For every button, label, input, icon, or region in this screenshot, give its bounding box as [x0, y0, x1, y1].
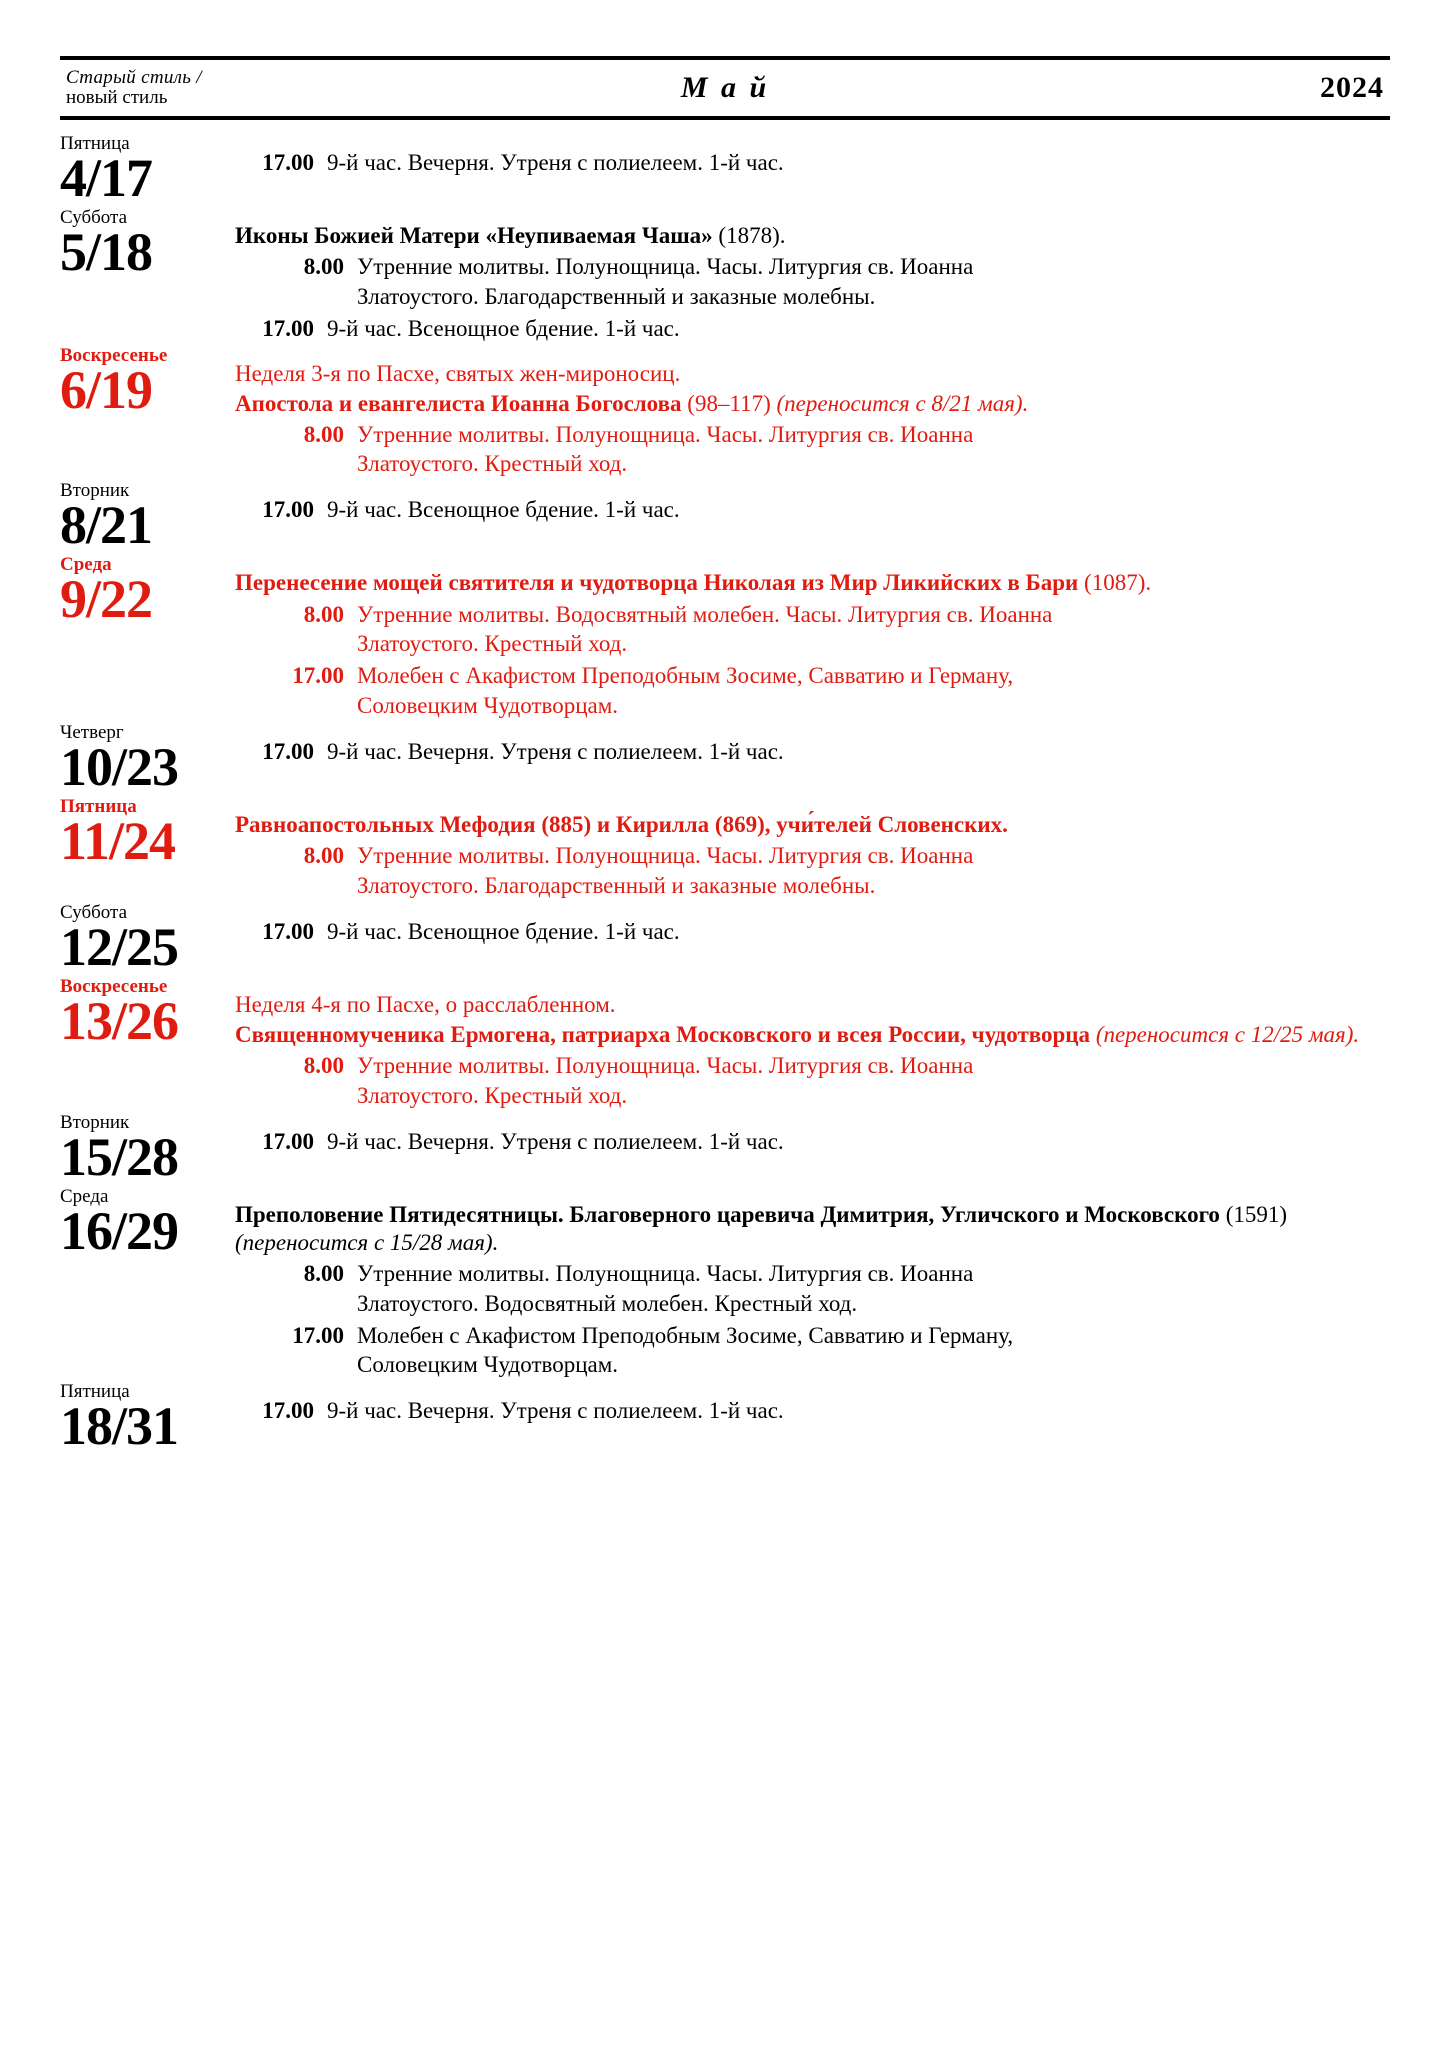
- service-description-line: 9-й час. Вечерня. Утреня с полиелеем. 1-й час.: [327, 1128, 784, 1154]
- day-of-week-label: Вторник: [60, 1111, 130, 1133]
- feast-title-main: Преполовение Пятидесятницы. Благоверного царевича Димитрия, Угличского и Московского: [235, 1201, 1220, 1227]
- service-entry: [235, 420, 1390, 480]
- service-time: 17.00: [292, 663, 344, 689]
- service-time: 17.00: [262, 497, 314, 523]
- service-description: [357, 420, 1390, 480]
- day-row: [60, 208, 1390, 344]
- feast-title-main: Иконы Божией Матери «Неупиваемая Чаша»: [235, 223, 713, 249]
- feast-title-year: (1591): [1225, 1201, 1288, 1227]
- service-entry: [235, 1396, 1390, 1426]
- month-title: М а й: [680, 71, 770, 104]
- day-content: [235, 903, 1390, 947]
- day-of-week-label: Среда: [60, 554, 112, 576]
- day-row: [60, 346, 1390, 480]
- day-date-block: [60, 1187, 235, 1259]
- day-content: [235, 555, 1390, 721]
- feast-title: [235, 1201, 1390, 1257]
- service-description: [357, 600, 1390, 660]
- day-number: 8/21: [60, 495, 153, 556]
- day-number: 6/19: [60, 359, 153, 420]
- service-description-line: Златоустого. Водосвятный молебен. Крестный ход.: [357, 1290, 858, 1316]
- day-of-week-label: Вторник: [60, 480, 130, 502]
- feast-title-note: (переносится с 12/25 мая).: [1095, 1021, 1360, 1047]
- day-date-block: [60, 207, 235, 283]
- day-row: [60, 134, 1390, 206]
- service-description: [327, 1396, 1390, 1426]
- service-entry: [235, 1127, 1390, 1157]
- day-number: 11/24: [60, 811, 176, 872]
- service-description-line: 9-й час. Вечерня. Утреня с полиелеем. 1-й час.: [327, 150, 784, 175]
- service-description-line: Утренние молитвы. Водосвятный молебен. Часы. Литургия св. Иоанна: [357, 601, 1053, 627]
- service-description: [357, 1321, 1390, 1381]
- day-of-week-label: Пятница: [60, 796, 137, 818]
- day-date-block: [60, 722, 235, 798]
- day-number: 18/31: [60, 1396, 179, 1457]
- day-row: [60, 977, 1390, 1111]
- feast-title-year: (1087).: [1084, 570, 1152, 596]
- day-content: [235, 1187, 1390, 1381]
- service-description-line: Златоустого. Крестный ход.: [357, 1082, 628, 1108]
- day-date-block: [60, 976, 235, 1052]
- service-description-line: Соловецким Чудотворцам.: [357, 1352, 619, 1378]
- service-description-line: Утренние молитвы. Полунощница. Часы. Литургия св. Иоанна: [357, 1260, 974, 1286]
- service-description-line: Утренние молитвы. Полунощница. Часы. Литургия св. Иоанна: [357, 843, 974, 869]
- day-row: [60, 797, 1390, 901]
- service-description-line: Соловецким Чудотворцам.: [357, 693, 619, 719]
- feast-title: [235, 1021, 1390, 1049]
- service-description-line: 9-й час. Всенощное бдение. 1-й час.: [327, 918, 680, 944]
- service-entry: [235, 661, 1390, 721]
- service-entry: [235, 252, 1390, 312]
- feast-title-year: (98–117): [687, 390, 771, 416]
- service-time: 17.00: [262, 315, 314, 341]
- day-row: [60, 903, 1390, 975]
- service-description-line: Утренние молитвы. Полунощница. Часы. Литургия св. Иоанна: [357, 1052, 974, 1078]
- service-description: [327, 314, 1390, 344]
- feast-title-main: Перенесение мощей святителя и чудотворца Николая из Мир Ликийских в Бари: [235, 570, 1079, 596]
- day-list: [60, 133, 1390, 1457]
- service-description-line: Утренние молитвы. Полунощница. Часы. Литургия св. Иоанна: [357, 254, 974, 280]
- year-label: 2024: [1320, 71, 1384, 104]
- feast-title-main: Священномученика Ермогена, патриарха Московского и всея России, чудотворца: [235, 1021, 1091, 1047]
- day-row: [60, 480, 1390, 556]
- day-of-week-label: Суббота: [60, 207, 128, 229]
- day-row: [60, 722, 1390, 798]
- feast-title-main: Апостола и евангелиста Иоанна Богослова: [235, 390, 682, 416]
- service-description: [357, 252, 1390, 312]
- day-row: [60, 1113, 1390, 1185]
- service-description-line: Златоустого. Крестный ход.: [357, 631, 628, 657]
- service-entry: [235, 1259, 1390, 1319]
- day-date-block: [60, 480, 235, 556]
- page-header: [60, 56, 1390, 120]
- day-date-block: [60, 554, 235, 630]
- feast-title: [235, 569, 1390, 597]
- day-date-block: [60, 903, 235, 975]
- new-style-label: новый стиль: [66, 87, 168, 108]
- service-time: 17.00: [262, 739, 314, 765]
- day-content: [235, 723, 1390, 767]
- service-time: 8.00: [303, 254, 344, 280]
- service-entry: [235, 600, 1390, 660]
- day-date-block: [60, 134, 235, 206]
- week-description: Неделя 4-я по Пасхе, о расслабленном.: [235, 992, 616, 1018]
- service-time: 17.00: [262, 1128, 314, 1154]
- service-description-line: Молебен с Акафистом Преподобным Зосиме, Савватию и Герману,: [357, 663, 1014, 689]
- service-entry: [235, 495, 1390, 525]
- day-of-week-label: Пятница: [60, 133, 130, 154]
- service-time: 8.00: [303, 1052, 344, 1078]
- day-content: [235, 977, 1390, 1111]
- day-of-week-label: Четверг: [60, 722, 124, 744]
- feast-title-year: (1878).: [718, 223, 786, 249]
- feast-title-note: (переносится с 15/28 мая).: [235, 1229, 499, 1255]
- day-content: [235, 1113, 1390, 1157]
- day-date-block: [60, 1381, 235, 1457]
- day-row: [60, 555, 1390, 721]
- day-row: [60, 1381, 1390, 1457]
- day-number: 5/18: [60, 222, 153, 283]
- day-number: 16/29: [60, 1200, 179, 1261]
- service-time: 8.00: [303, 421, 344, 447]
- service-description-line: 9-й час. Вечерня. Утреня с полиелеем. 1-й час.: [327, 1398, 784, 1424]
- service-entry: [235, 1321, 1390, 1381]
- day-content: [235, 346, 1390, 480]
- service-entry: [235, 737, 1390, 767]
- service-entry: [235, 841, 1390, 901]
- feast-title-note: (переносится с 8/21 мая).: [776, 390, 1029, 416]
- day-number: 15/28: [60, 1126, 179, 1187]
- day-of-week-label: Среда: [60, 1185, 109, 1207]
- service-description: [357, 841, 1390, 901]
- service-description-line: 9-й час. Всенощное бдение. 1-й час.: [327, 497, 680, 523]
- day-of-week-label: Пятница: [60, 1381, 130, 1403]
- day-date-block: [60, 1113, 235, 1185]
- day-row: [60, 1187, 1390, 1381]
- service-entry: [235, 1051, 1390, 1111]
- day-content: [235, 208, 1390, 344]
- day-number: 13/26: [60, 991, 179, 1052]
- day-number: 4/17: [60, 148, 153, 208]
- day-number: 9/22: [60, 569, 153, 630]
- service-description-line: Златоустого. Крестный ход.: [357, 451, 628, 477]
- week-description: Неделя 3-я по Пасхе, святых жен-мироносиц.: [235, 360, 681, 386]
- service-time: 8.00: [303, 843, 344, 869]
- day-number: 10/23: [60, 737, 179, 798]
- service-time: 8.00: [303, 601, 344, 627]
- service-description: [327, 1127, 1390, 1157]
- day-content: [235, 481, 1390, 525]
- service-description-line: Златоустого. Благодарственный и заказные молебны.: [357, 284, 876, 310]
- service-time: 17.00: [262, 150, 314, 175]
- feast-title: [235, 222, 1390, 250]
- service-description: [357, 1259, 1390, 1319]
- service-description: [327, 917, 1390, 947]
- service-time: 17.00: [292, 1322, 344, 1348]
- service-description: [357, 1051, 1390, 1111]
- day-date-block: [60, 796, 235, 872]
- day-number: 12/25: [60, 916, 179, 977]
- service-description-line: 9-й час. Всенощное бдение. 1-й час.: [327, 315, 680, 341]
- day-content: [235, 797, 1390, 901]
- service-description: [327, 148, 1390, 178]
- service-entry: [235, 148, 1390, 178]
- service-description-line: 9-й час. Вечерня. Утреня с полиелеем. 1-й час.: [327, 739, 784, 765]
- feast-title-main: Равноапостольных Мефодия (885) и Кирилла (869), учи́телей Словенских.: [235, 812, 1008, 838]
- service-description: [327, 495, 1390, 525]
- service-entry: [235, 917, 1390, 947]
- service-description-line: Молебен с Акафистом Преподобным Зосиме, Савватию и Герману,: [357, 1322, 1014, 1348]
- service-time: 8.00: [303, 1260, 344, 1286]
- old-style-label: Старый стиль /: [66, 67, 202, 89]
- service-entry: [235, 314, 1390, 344]
- day-date-block: [60, 346, 235, 418]
- day-of-week-label: Суббота: [60, 901, 128, 923]
- feast-title: [235, 811, 1390, 839]
- service-time: 17.00: [262, 1398, 314, 1424]
- calendar-page: [60, 56, 1390, 1456]
- feast-title: [235, 390, 1390, 418]
- service-time: 17.00: [262, 918, 314, 944]
- day-of-week-label: Воскресенье: [60, 976, 168, 998]
- service-description: [327, 737, 1390, 767]
- service-description-line: Утренние молитвы. Полунощница. Часы. Литургия св. Иоанна: [357, 421, 974, 447]
- service-description: [357, 661, 1390, 721]
- day-of-week-label: Воскресенье: [60, 344, 168, 366]
- day-content: [235, 1382, 1390, 1426]
- service-description-line: Златоустого. Благодарственный и заказные молебны.: [357, 873, 876, 899]
- day-content: [235, 134, 1390, 178]
